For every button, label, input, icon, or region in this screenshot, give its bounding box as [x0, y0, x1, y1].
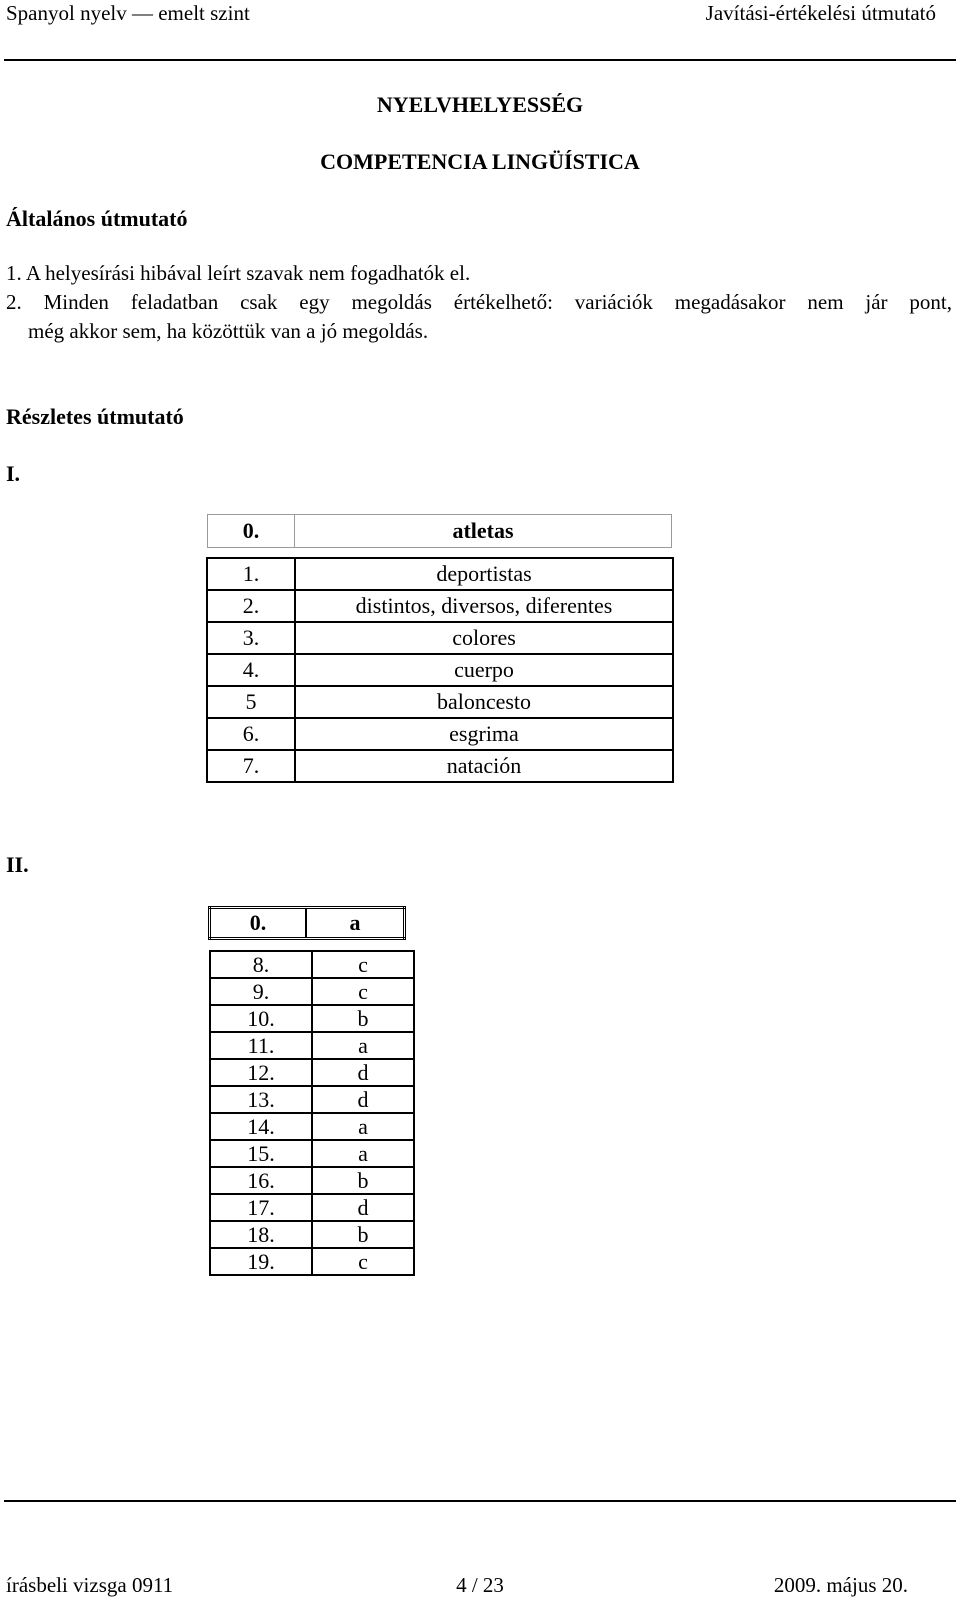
table-row [210, 1248, 414, 1275]
row-answer: a [312, 1140, 414, 1167]
example-answer: a [306, 908, 405, 939]
table-row [207, 686, 673, 718]
row-answer: colores [295, 622, 673, 654]
section-2-label: II. [6, 852, 29, 877]
page-subtitle: COMPETENCIA LINGÜÍSTICA [320, 149, 640, 174]
table-row [210, 908, 405, 939]
example-number: 0. [210, 908, 307, 939]
table-row [210, 1194, 414, 1221]
row-answer: d [312, 1086, 414, 1113]
section-1-example-table [207, 514, 672, 548]
footer-date: 2009. május 20. [773, 1573, 908, 1597]
row-answer: natación [295, 750, 673, 782]
table-row [207, 622, 673, 654]
row-answer: b [312, 1005, 414, 1032]
row-answer: a [312, 1113, 414, 1140]
row-number: 3. [207, 622, 295, 654]
general-heading: Általános útmutató [6, 206, 188, 231]
row-number: 12. [210, 1059, 312, 1086]
row-number: 9. [210, 978, 312, 1005]
table-row [210, 1221, 414, 1248]
table-row [207, 654, 673, 686]
table-row [207, 750, 673, 782]
row-number: 5 [207, 686, 295, 718]
example-number: 0. [208, 515, 295, 548]
row-number: 6. [207, 718, 295, 750]
section-2-example-table [208, 906, 406, 940]
row-number: 14. [210, 1113, 312, 1140]
row-answer: c [312, 951, 414, 978]
row-number: 17. [210, 1194, 312, 1221]
instruction-2-line1: 2. Minden feladatban csak egy megoldás értékelhető: variációk megadásakor nem jár pont, [6, 290, 952, 314]
table-row [210, 978, 414, 1005]
detailed-heading: Részletes útmutató [6, 404, 184, 429]
table-row [210, 1140, 414, 1167]
example-answer: atletas [295, 515, 672, 548]
header-right: Javítási-értékelési útmutató [705, 1, 936, 25]
table-row [210, 1086, 414, 1113]
table-row [210, 1059, 414, 1086]
row-number: 18. [210, 1221, 312, 1248]
row-answer: baloncesto [295, 686, 673, 718]
row-number: 11. [210, 1032, 312, 1059]
table-row [207, 590, 673, 622]
footer-page-number: 4 / 23 [456, 1573, 504, 1597]
row-answer: distintos, diversos, diferentes [295, 590, 673, 622]
table-row [210, 1032, 414, 1059]
header-rule [4, 59, 956, 61]
header-left: Spanyol nyelv — emelt szint [6, 1, 250, 25]
row-answer: cuerpo [295, 654, 673, 686]
section-1-answer-table [206, 557, 674, 783]
row-answer: d [312, 1194, 414, 1221]
row-answer: d [312, 1059, 414, 1086]
row-number: 15. [210, 1140, 312, 1167]
row-number: 7. [207, 750, 295, 782]
table-row [207, 718, 673, 750]
row-answer: b [312, 1221, 414, 1248]
row-answer: deportistas [295, 558, 673, 590]
instruction-2-line2: még akkor sem, ha közöttük van a jó megoldás. [28, 319, 429, 343]
table-row [208, 515, 672, 548]
row-answer: esgrima [295, 718, 673, 750]
row-number: 8. [210, 951, 312, 978]
table-row [207, 558, 673, 590]
table-row [210, 1113, 414, 1140]
row-number: 4. [207, 654, 295, 686]
table-row [210, 951, 414, 978]
page-title: NYELVHELYESSÉG [376, 92, 584, 117]
row-number: 1. [207, 558, 295, 590]
general-instructions [6, 259, 952, 346]
table-row [210, 1167, 414, 1194]
row-number: 13. [210, 1086, 312, 1113]
instruction-1: 1. A helyesírási hibával leírt szavak nem fogadhatók el. [6, 261, 471, 285]
footer-left: írásbeli vizsga 0911 [6, 1573, 174, 1597]
row-number: 19. [210, 1248, 312, 1275]
row-number: 16. [210, 1167, 312, 1194]
row-answer: b [312, 1167, 414, 1194]
row-number: 2. [207, 590, 295, 622]
row-answer: a [312, 1032, 414, 1059]
row-number: 10. [210, 1005, 312, 1032]
row-answer: c [312, 978, 414, 1005]
table-row [210, 1005, 414, 1032]
footer-rule [4, 1500, 956, 1502]
row-answer: c [312, 1248, 414, 1275]
section-2-answer-table [209, 950, 415, 1276]
section-1-label: I. [6, 461, 21, 486]
